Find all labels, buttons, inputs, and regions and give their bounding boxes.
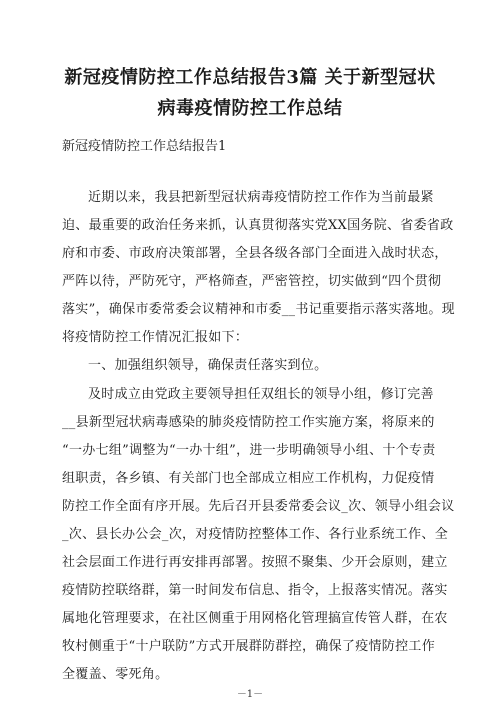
paragraph-line: 落实”，确保市委常委会议精神和市委__书记重要指示落实落地。现 (62, 302, 455, 317)
page-number: －1－ (236, 689, 264, 700)
paragraph-line: 近期以来，我县把新型冠状病毒疫情防控工作作为当前最紧 (88, 190, 434, 205)
paragraph-line: “一办七组”调整为“一办十组”，进一步明确领导小组、十个专责 (62, 443, 436, 458)
document-title-line-1: 新冠疫情防控工作总结报告3篇 关于新型冠状 (64, 67, 436, 88)
paragraph-line: 疫情防控联络群，第一时间发布信息、指令，上报落实情况。落实 (62, 583, 448, 598)
paragraph-line: 社会层面工作进行再安排再部署。按照不聚集、少开会原则，建立 (62, 555, 448, 570)
paragraph-line: __县新型冠状病毒感染的肺炎疫情防控工作实施方案，将原来的 (62, 415, 435, 430)
paragraph-line: 迫、最重要的政治任务来抓，认真贯彻落实党XX国务院、省委省政 (62, 218, 454, 233)
paragraph-line: 全覆盖、零死角。 (62, 667, 169, 682)
section-heading: 一、加强组织领导，确保责任落实到位。 (88, 358, 328, 373)
paragraph-line: 属地化管理要求，在社区侧重于用网格化管理搞宣传管人群，在农 (62, 611, 448, 626)
paragraph-line: _次、县长办公会_次，对疫情防控整体工作、各行业系统工作、全 (62, 527, 449, 542)
paragraph-line: 及时成立由党政主要领导担任双组长的领导小组，修订完善 (88, 387, 434, 402)
paragraph-line: 防控工作全面有序开展。先后召开县委常委会议_次、领导小组会议 (62, 499, 455, 514)
paragraph-line: 严阵以待，严防死守，严格筛查，严密管控，切实做到“四个贯彻 (62, 274, 442, 289)
paragraph-line: 府和市委、市政府决策部署，全县各级各部门全面进入战时状态， (62, 246, 448, 261)
paragraph-line: 组职责，各乡镇、有关部门也全部成立相应工作机构，力促疫情 (62, 471, 435, 486)
section-subtitle: 新冠疫情防控工作总结报告1 (62, 139, 227, 154)
paragraph-line: 将疫情防控工作情况汇报如下： (62, 330, 249, 345)
paragraph-line: 牧村侧重于“十户联防”方式开展群防群控，确保了疫情防控工作 (62, 639, 435, 654)
document-title-line-2: 病毒疫情防控工作总结 (157, 98, 343, 119)
